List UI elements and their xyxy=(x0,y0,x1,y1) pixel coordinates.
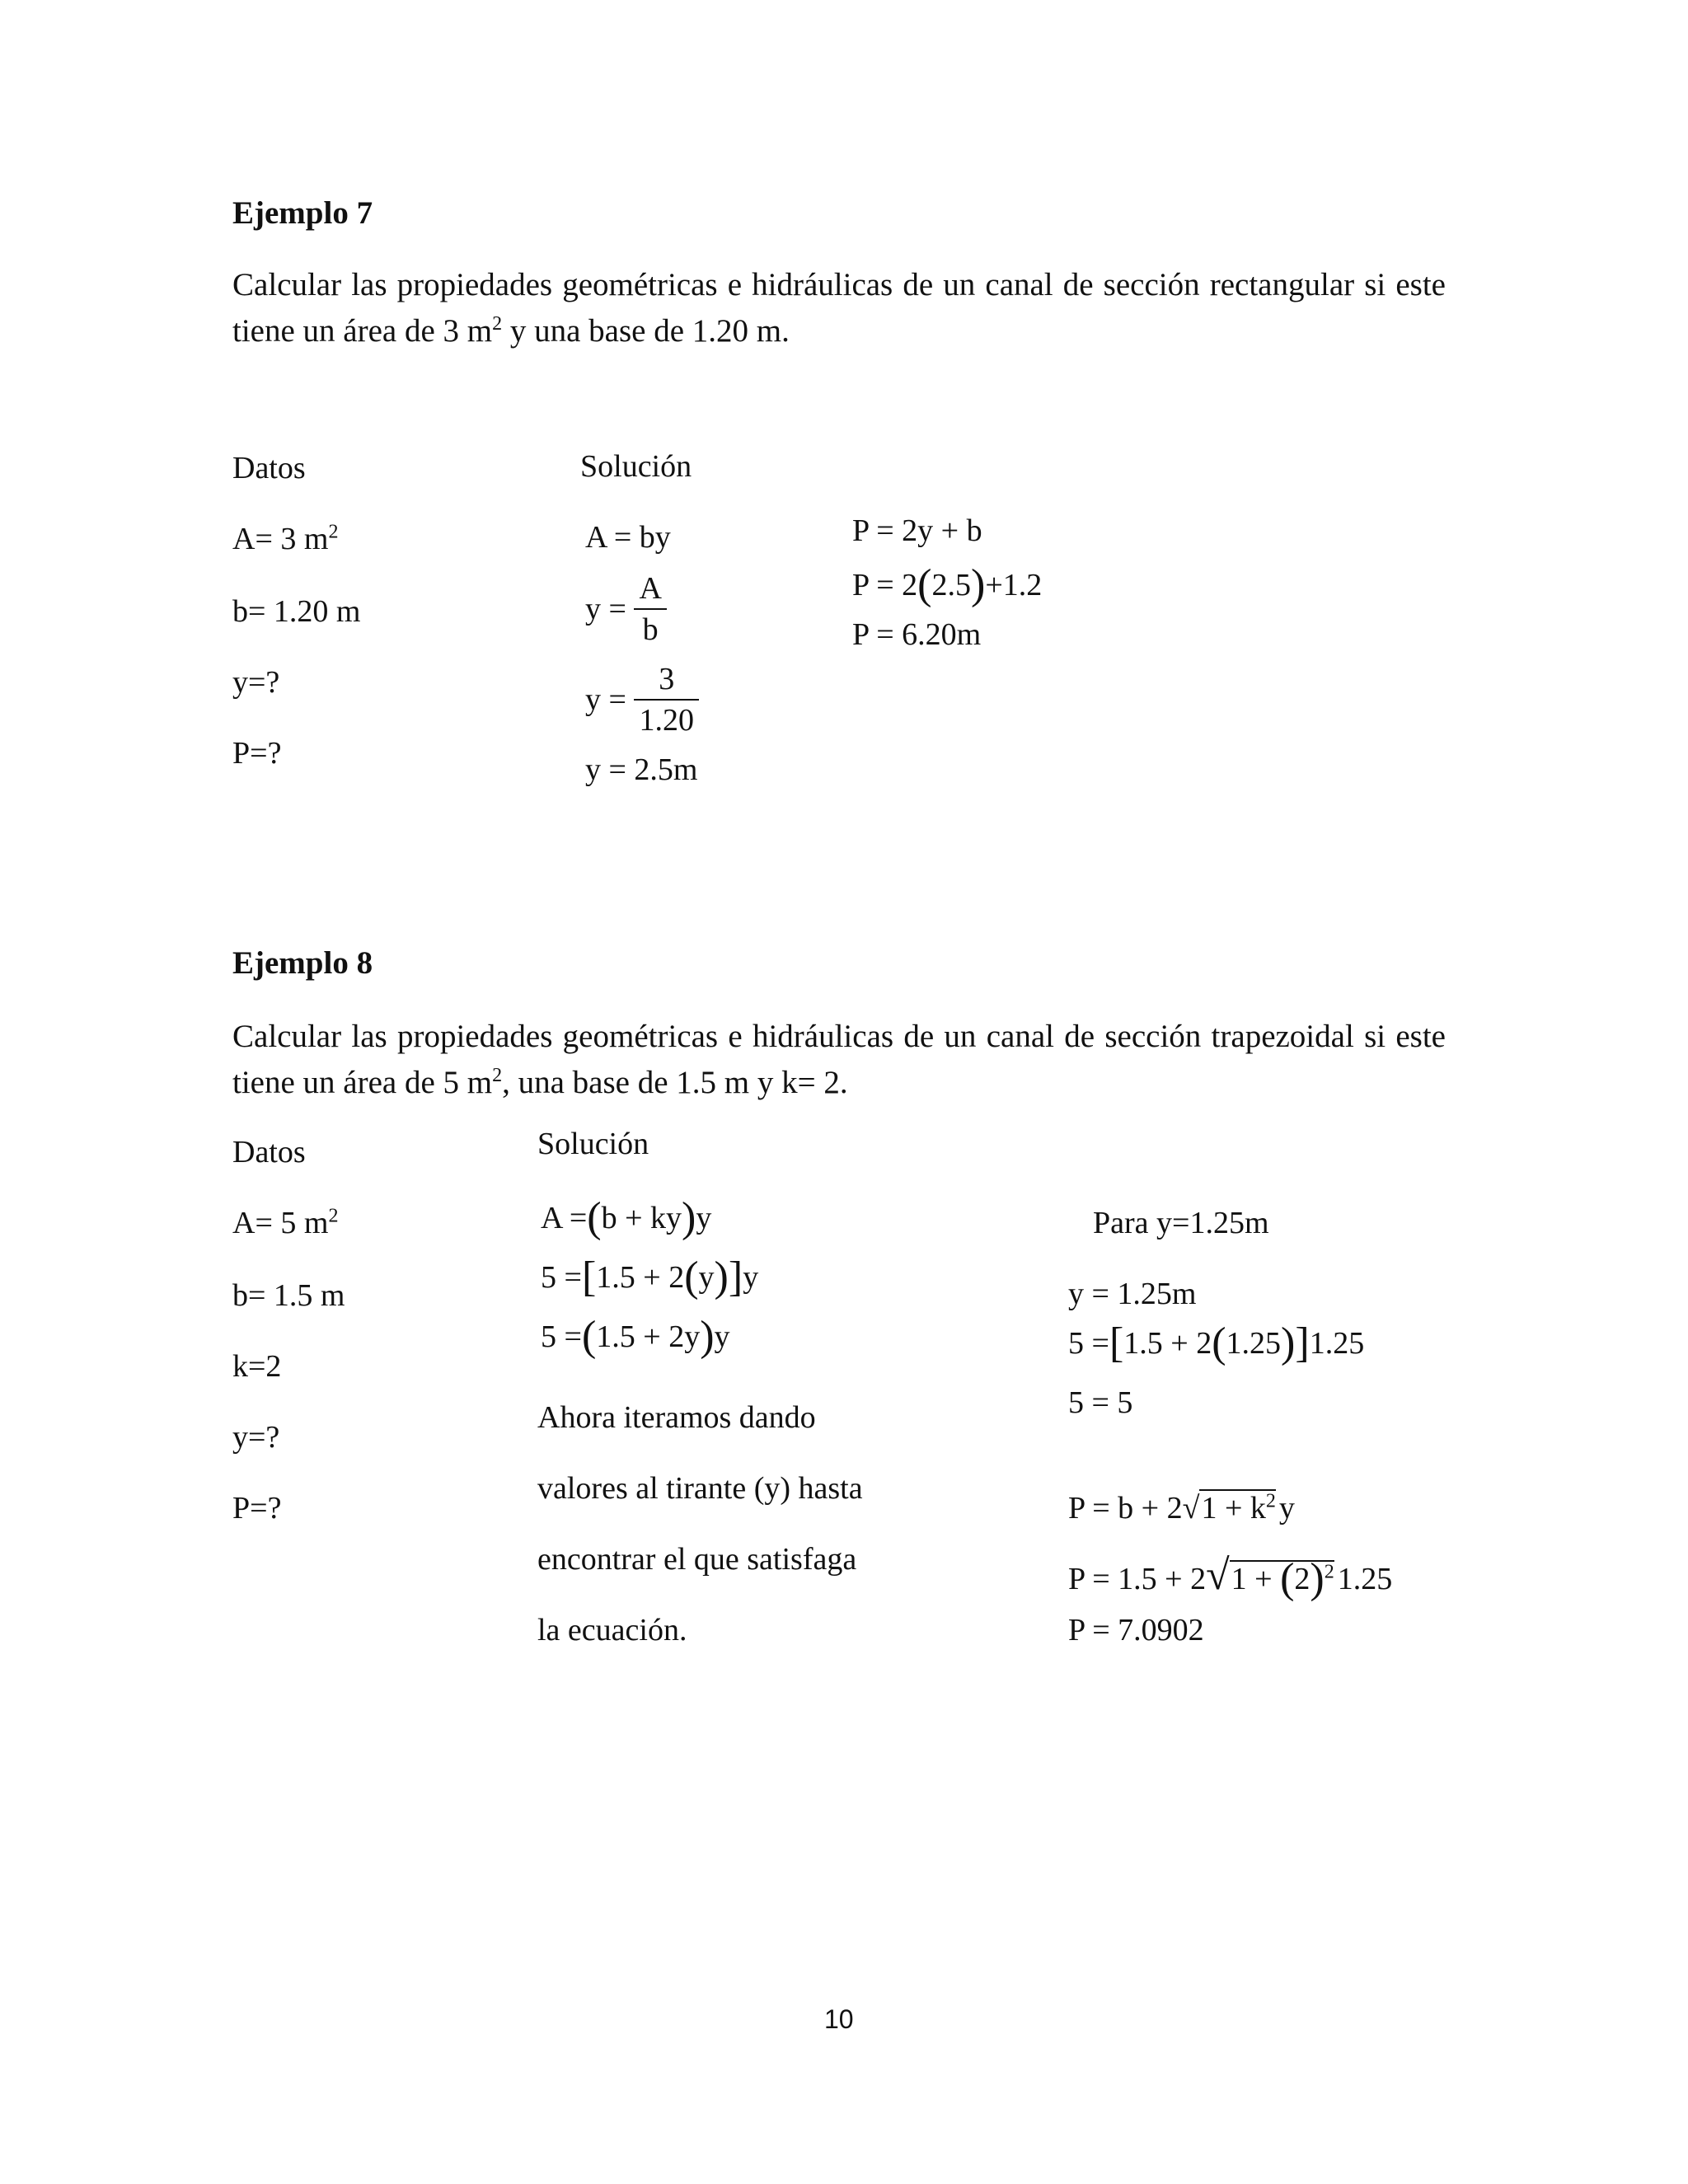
superscript: 2 xyxy=(492,1065,503,1086)
paren: ) xyxy=(700,1313,715,1360)
statement-text: Calcular las propiedades geométricas e hidráulicas de un canal de sección rectangular si este tiene un área de 3 m xyxy=(232,267,1446,349)
dato-area xyxy=(232,1205,338,1241)
superscript: 2 xyxy=(328,521,339,543)
sqrt-icon: √ xyxy=(1182,1491,1200,1526)
iteration-line: valores al tirante (y) hasta xyxy=(537,1471,863,1506)
perimeter-formula: P = 2y + b xyxy=(852,513,982,548)
math-text: y xyxy=(698,1260,715,1295)
sqrt-icon: √ xyxy=(1206,1552,1230,1599)
dato-base: b= 1.20 m xyxy=(232,594,361,629)
superscript: 2 xyxy=(1324,1561,1334,1583)
dato-area-text: A= 3 m xyxy=(232,522,329,556)
solution-area-formula: A = by xyxy=(585,520,671,555)
math-text: y xyxy=(1278,1491,1295,1526)
dato-y: y=? xyxy=(232,665,280,700)
paren: ( xyxy=(1280,1555,1295,1602)
math-text: 5 = xyxy=(1068,1326,1109,1361)
paren: ) xyxy=(682,1194,696,1241)
math-text: 1 + xyxy=(1231,1562,1281,1596)
solution-y-result: y = 2.5m xyxy=(585,752,698,787)
perimeter-substitution xyxy=(1068,1551,1392,1603)
paren: ) xyxy=(1310,1555,1325,1602)
paren: ( xyxy=(581,1313,597,1360)
math-text: 1.25 xyxy=(1226,1326,1282,1361)
superscript: 2 xyxy=(1265,1490,1276,1512)
check-y: y = 1.25m xyxy=(1068,1277,1197,1311)
superscript: 2 xyxy=(328,1205,339,1227)
math-text: 1.25 xyxy=(1337,1562,1393,1596)
dato-area-text: A= 5 m xyxy=(232,1206,329,1240)
solution-y-substitution xyxy=(585,659,699,740)
bracket: ] xyxy=(1295,1319,1310,1366)
paren: ( xyxy=(1212,1319,1226,1366)
area-simplified xyxy=(541,1312,730,1361)
bracket: ] xyxy=(728,1254,743,1301)
perimeter-formula xyxy=(1068,1490,1295,1526)
paren: ( xyxy=(684,1254,699,1301)
math-text: P = 2 xyxy=(852,568,918,602)
math-text: 1.5 + 2y xyxy=(596,1319,701,1354)
numerator: A xyxy=(634,569,666,610)
statement-text: Calcular las propiedades geométricas e hidráulicas de un canal de sección trapezoidal si este tiene un área de 5 m xyxy=(232,1019,1446,1100)
perimeter-result: P = 7.0902 xyxy=(1068,1613,1204,1647)
datos-label: Datos xyxy=(232,451,306,485)
paren: ) xyxy=(970,561,986,608)
solution-y-fraction xyxy=(585,569,667,649)
math-text: 1.5 + 2 xyxy=(1123,1326,1212,1361)
numerator: 3 xyxy=(634,659,699,701)
check-title: Para y=1.25m xyxy=(1093,1206,1269,1240)
statement-text: y una base de 1.20 m. xyxy=(502,313,790,349)
math-text: 1.5 + 2 xyxy=(596,1260,685,1295)
example-7-statement xyxy=(232,262,1446,354)
equation-lhs: y = xyxy=(585,682,626,717)
iteration-line: Ahora iteramos dando xyxy=(537,1400,816,1435)
datos-label: Datos xyxy=(232,1135,306,1169)
solucion-label: Solución xyxy=(537,1127,649,1161)
check-result: 5 = 5 xyxy=(1068,1385,1133,1420)
math-text: P = 1.5 + 2 xyxy=(1068,1562,1207,1596)
iteration-line: la ecuación. xyxy=(537,1613,687,1647)
area-formula xyxy=(541,1193,711,1242)
dato-base: b= 1.5 m xyxy=(232,1278,345,1313)
math-text: A = xyxy=(541,1201,588,1235)
check-substitution xyxy=(1068,1319,1364,1367)
radicand xyxy=(1230,1555,1334,1602)
example-8-heading: Ejemplo 8 xyxy=(232,945,373,981)
math-text: 2.5 xyxy=(931,568,971,602)
paren: ( xyxy=(917,561,932,608)
math-text: y xyxy=(696,1201,712,1235)
iteration-line: encontrar el que satisfaga xyxy=(537,1542,857,1577)
paren: ) xyxy=(1281,1319,1296,1366)
denominator: 1.20 xyxy=(639,703,694,738)
dato-area xyxy=(232,521,338,557)
dato-y: y=? xyxy=(232,1420,280,1455)
statement-text: , una base de 1.5 m y k= 2. xyxy=(502,1065,848,1100)
math-text: y xyxy=(714,1319,730,1354)
fraction xyxy=(634,569,666,649)
equation-lhs: y = xyxy=(585,592,626,626)
paren: ( xyxy=(587,1194,602,1241)
math-text: P = b + 2 xyxy=(1068,1491,1183,1526)
page-number: 10 xyxy=(824,2004,854,2034)
example-7-heading: Ejemplo 7 xyxy=(232,195,373,231)
dato-p: P=? xyxy=(232,1491,282,1526)
math-text: 1 + k xyxy=(1201,1491,1266,1526)
radicand xyxy=(1199,1489,1275,1526)
paren: ) xyxy=(714,1254,729,1301)
perimeter-substitution xyxy=(852,560,1042,609)
dato-k: k=2 xyxy=(232,1349,282,1384)
fraction xyxy=(634,659,699,740)
solucion-label: Solución xyxy=(580,449,692,484)
math-text: 5 = xyxy=(541,1260,582,1295)
math-text: 2 xyxy=(1294,1562,1311,1596)
example-8-statement xyxy=(232,1014,1446,1106)
bracket: [ xyxy=(581,1254,597,1301)
math-text: y xyxy=(743,1260,759,1295)
math-text: 5 = xyxy=(541,1319,582,1354)
dato-p: P=? xyxy=(232,736,282,771)
superscript: 2 xyxy=(492,313,503,335)
math-text: 1.25 xyxy=(1309,1326,1365,1361)
area-substitution xyxy=(541,1253,758,1301)
math-text: b + ky xyxy=(601,1201,682,1235)
bracket: [ xyxy=(1109,1319,1124,1366)
denominator: b xyxy=(642,612,659,647)
perimeter-result: P = 6.20m xyxy=(852,617,982,652)
math-text: +1.2 xyxy=(985,568,1043,602)
